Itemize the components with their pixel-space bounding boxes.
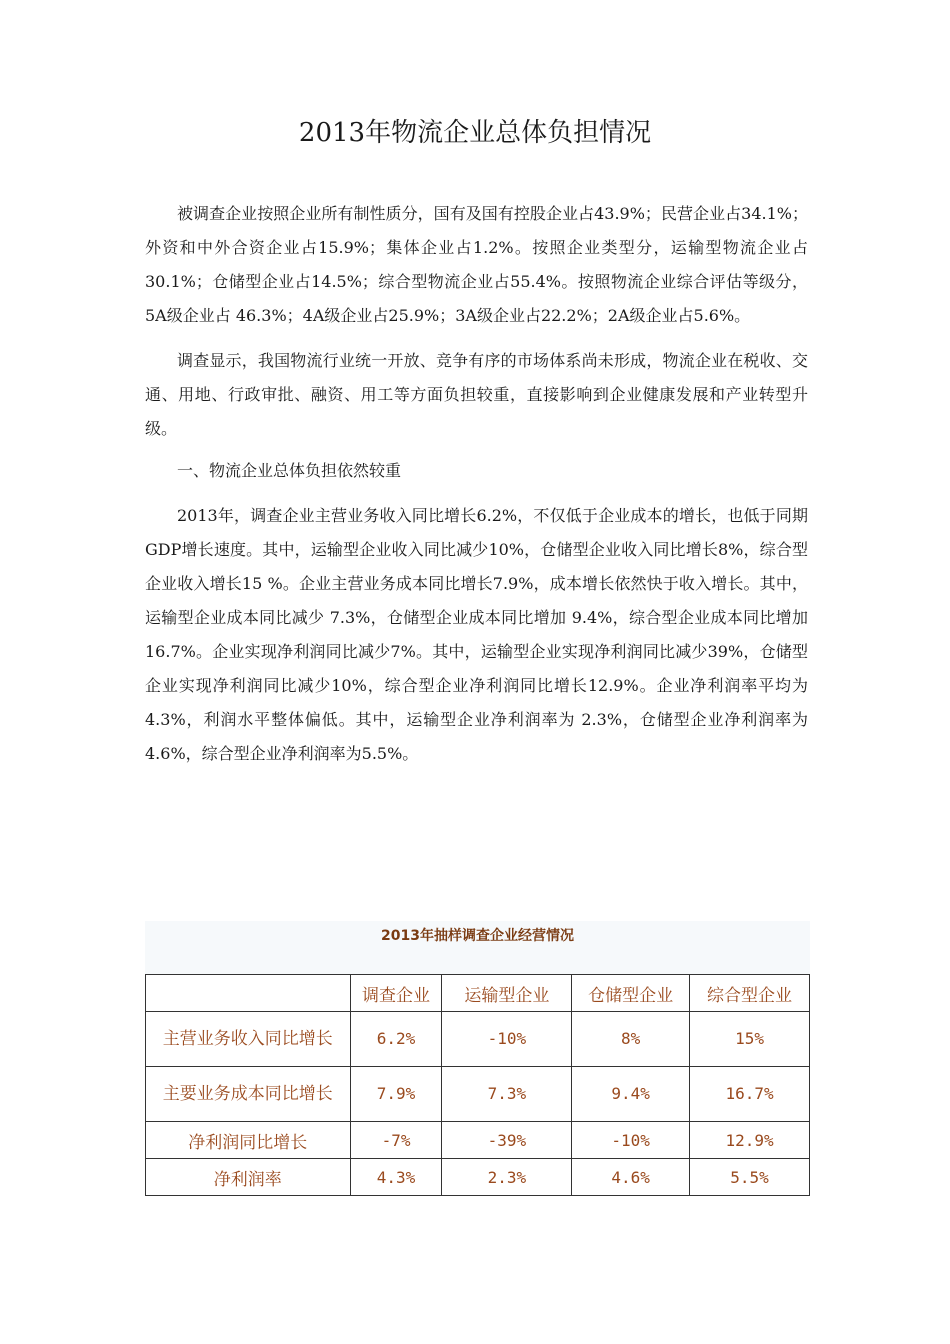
table-cell: 5.5%: [690, 1159, 810, 1196]
table-cell: -39%: [442, 1122, 572, 1159]
table-row: [146, 1122, 810, 1159]
paragraph-revenue-cost-profit: 2013年，调查企业主营业务收入同比增长6.2%，不仅低于企业成本的增长，也低于同期GDP增长速度。其中，运输型企业收入同比减少10%，仓储型企业收入同比增长8%，综合型企业收入增长15 %。企业主营业务成本同比增长7.9%，成本增长依然快于收入增长。其中，运输型企业成本同比减少 7.3%，仓储型企业成本同比增加 9.4%，综合型企业成本同比增加 16.7%。企业实现净利润同比减少7%。其中，运输型企业实现净利润同比减少39%，仓储型企业实现净利润同比减少10%，综合型企业净利润同比增长12.9%。企业净利润率平均为4.3%，利润水平整体偏低。其中，运输型企业净利润率为 2.3%，仓储型企业净利润率为4.6%，综合型企业净利润率为5.5%。: [145, 506, 808, 763]
table-cell: 7.9%: [350, 1067, 442, 1122]
survey-data-table: [145, 974, 810, 1196]
table-cell: -7%: [350, 1122, 442, 1159]
table-header-cell: 调查企业: [350, 975, 442, 1012]
table-cell: 4.3%: [350, 1159, 442, 1196]
table-cell: 7.3%: [442, 1067, 572, 1122]
table-cell: 2.3%: [442, 1159, 572, 1196]
row-label: 净利润同比增长: [146, 1122, 351, 1159]
document-body: [145, 197, 808, 771]
table-header-cell: [146, 975, 351, 1012]
table-cell: 8%: [572, 1012, 690, 1067]
table-cell: 4.6%: [572, 1159, 690, 1196]
row-label: 主要业务成本同比增长: [146, 1067, 351, 1122]
row-label: 净利润率: [146, 1159, 351, 1196]
table-cell: -10%: [442, 1012, 572, 1067]
table-row: [146, 1067, 810, 1122]
table-cell: 9.4%: [572, 1067, 690, 1122]
table-cell: 16.7%: [690, 1067, 810, 1122]
table-caption: 2013年抽样调查企业经营情况: [381, 928, 574, 944]
survey-table-figure: [145, 921, 810, 1193]
table-cell: 6.2%: [350, 1012, 442, 1067]
table-header-cell: 综合型企业: [690, 975, 810, 1012]
table-row: [146, 1159, 810, 1196]
table-header-cell: 运输型企业: [442, 975, 572, 1012]
table-row: [146, 1012, 810, 1067]
table-cell: 12.9%: [690, 1122, 810, 1159]
table-header-row: [146, 975, 810, 1012]
table-cell: 15%: [690, 1012, 810, 1067]
page-title: 2013年物流企业总体负担情况: [298, 118, 652, 148]
table-header-cell: 仓储型企业: [572, 975, 690, 1012]
paragraph-ownership-structure: 被调查企业按照企业所有制性质分，国有及国有控股企业占43.9%；民营企业占34.1%；外资和中外合资企业占15.9%；集体企业占1.2%。按照企业类型分，运输型物流企业占30.1%；仓储型企业占14.5%；综合型物流企业占55.4%。按照物流企业综合评估等级分，5A级企业占 46.3%；4A级企业占25.9%；3A级企业占22.2%；2A级企业占5.6%。: [145, 204, 808, 325]
paragraph-survey-findings: 调查显示，我国物流行业统一开放、竞争有序的市场体系尚未形成，物流企业在税收、交通、用地、行政审批、融资、用工等方面负担较重，直接影响到企业健康发展和产业转型升级。: [145, 351, 808, 438]
table-cell: -10%: [572, 1122, 690, 1159]
row-label: 主营业务收入同比增长: [146, 1012, 351, 1067]
section-heading: 一、物流企业总体负担依然较重: [177, 461, 402, 480]
